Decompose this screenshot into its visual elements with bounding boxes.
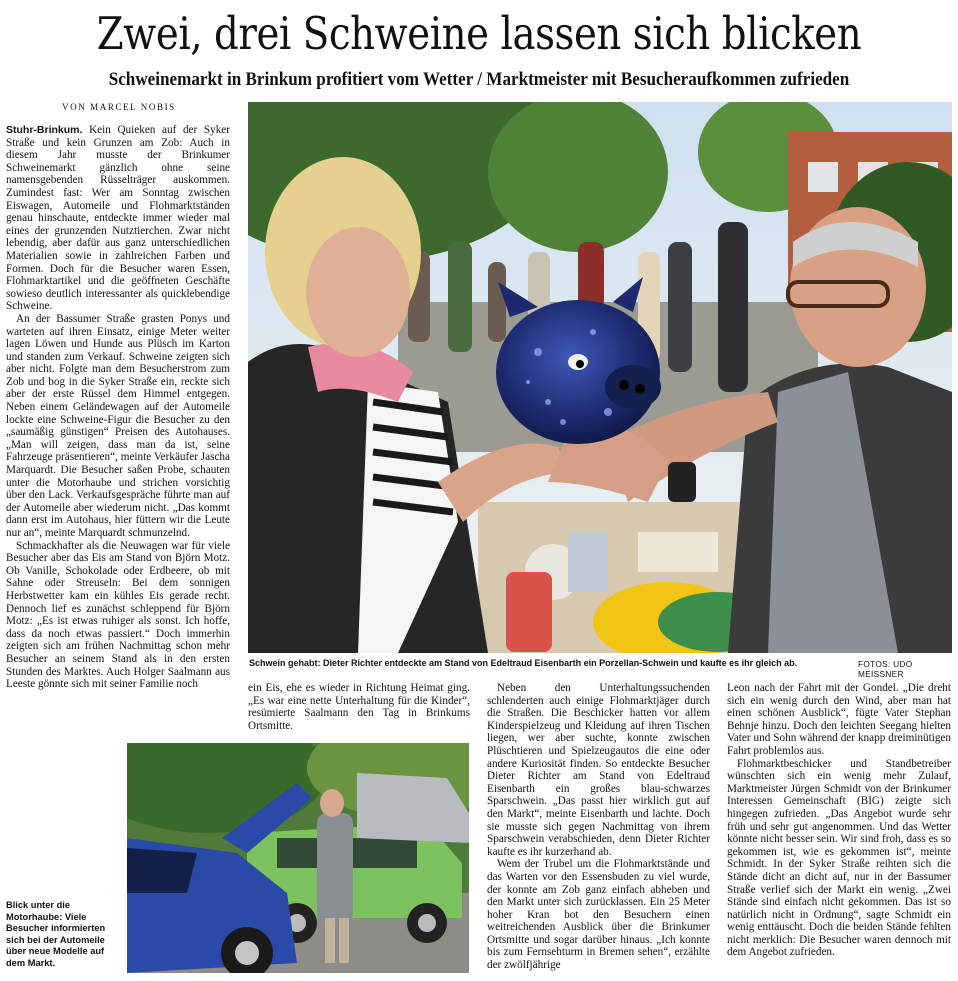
paragraph-8: Flohmarktbeschicker und Standbetreiber wünschten sich ein wenig mehr Zulauf, Marktmeister Jürgen Schmidt von der Brinkumer Interessen Gemeinschaft (BIG) zeigte sich hingegen zufrieden. „Das Angebot wurde sehr früh und sehr gut angenommen. Und das Wetter könnte nicht besser sein. Wir sind froh, dass es so gekommen ist, wie es gekommen ist“, meinte Schmidt. In der Syker Straße reihten sich die Stände dicht an dicht auf, nur in der Bassumer Straße verlief sich der Markt ein wenig. „Zwei Stände sind einfach nicht gekommen. Das ist so natürlich nicht in Ordnung“, sagte Schmidt ein wenig enttäuscht. Doch die beiden Stände fehlten nicht merklich: Die Besucher waren dennoch mit dem Angebot zufrieden. (727, 757, 951, 959)
car-photo-image (127, 743, 469, 973)
paragraph-7: Leon nach der Fahrt mit der Gondel. „Die dreht sich ein wenig durch den Wind, aber man hat einen schönen Ausblick“, fügte Vater Stephan Behnje hinzu. Doch den leichten Seegang hielten Vater und Sohn während der knapp dreiminütigen Fahrt problemlos aus. (727, 682, 951, 757)
headline: Zwei, drei Schweine lassen sich blicken (96, 7, 862, 60)
paragraph-3: Schmackhafter als die Neuwagen war für viele Besucher aber das Eis am Stand von Björn Motz. Ob Vanille, Schokolade oder Erdbeere, ob mit Sahne oder Streuseln: Bei dem sonnigen Herbstwetter kam ein kühles Eis gerade recht. Dennoch lief es zunächst schleppend für Björn Motz: „Es ist etwas ruhiger als sonst. Ich hoffe, dass da noch etwas passiert.“ Doch immerhin zeigten sich am frühen Nachmittag schon mehr Besucher an seinem Stand als in den ersten Stunden des Marktes. Auch Holger Saalmann aus Leeste gönnte sich mit seiner Familie noch (6, 539, 230, 691)
dateline: Stuhr-Brinkum. (6, 124, 83, 136)
photo-credit: FOTOS: UDO MEISSNER (858, 659, 913, 679)
article-column-2 (248, 682, 470, 732)
car-photo (127, 743, 469, 973)
paragraph-4: ein Eis, ehe es wieder in Richtung Heimat ging. „Es war eine nette Unterhaltung für die Kinder“, resümierte Saalmann den Tag in Brinkums Ortsmitte. (248, 682, 470, 732)
paragraph-1-text: Kein Quieken auf der Syker Straße und kein Grunzen am Zob: Auch in diesem Jahr musste der Brinkumer Schweinemarkt gänzlich ohne seine namensgebenden Rüsselträger auskommen. Zumindest fast: Wer am Sonntag zwischen Eiswagen, Automeile und Flohmarktständen genau hinschaute, entdeckte immer wieder mal eines der grunzenden Nutztierchen. Zwar nicht lebendig, aber dafür aus ganz unterschiedlichen Materialien sowie in zahlreichen Farben und Formen. Doch für die Besucher waren Essen, Flohmarktartikel und die geöffneten Geschäfte sowieso deutlich interessanter als quicklebendige Schweine. (6, 124, 230, 313)
main-photo-image (248, 102, 952, 653)
main-photo-caption: Schwein gehabt: Dieter Richter entdeckte am Stand von Edeltraud Eisenbarth ein Porzellan-Schwein und kaufte es ihr gleich ab. (249, 658, 798, 668)
byline: VON MARCEL NOBIS (62, 102, 176, 112)
article-column-4 (727, 682, 951, 959)
paragraph-1 (6, 124, 230, 313)
article-column-1 (6, 124, 230, 734)
main-photo (248, 102, 952, 653)
subheadline: Schweinemarkt in Brinkum profitiert vom Wetter / Marktmeister mit Besucheraufkommen zufrieden (108, 69, 850, 90)
paragraph-6: Wem der Trubel um die Flohmarktstände und das Warten vor den Essensbuden zu viel wurde, der konnte am Zob ganz einfach abheben und den Markt unter sich zurücklassen. Ein 25 Meter hoher Kran bot den Besuchern einen weitreichenden Ausblick über die Brinkumer Ortsmitte und sogar darüber hinaus. „Ich konnte bis zum Fernsehturm in Bremen sehen“, erzählte der zwölfjährige (487, 858, 710, 972)
article-column-3 (487, 682, 710, 972)
paragraph-2: An der Bassumer Straße grasten Ponys und warteten auf ihren Einsatz, einige Meter weiter lagen Löwen und Hunde aus Plüsch im Karton und standen zum Verkauf. Schweine zeigten sich aber nicht. Folgte man dem Besucherstrom zum Zob und bog in die Syker Straße ein, reckte sich aber der erste Rüssel dem Himmel entgegen. Neben einem Geländewagen auf der Automeile lockte eine Schweine-Figur die Besucher zu den „saumäßig günstigen“ Preisen des Autohauses. „Man will zeigen, dass man da ist, seine Fahrzeuge präsentieren“, meinte Verkäufer Jascha Marquardt. Die Besucher saßen Probe, schauten unter die Motorhaube und strichen vorsichtig über den Lack. Verkaufsgespräche führte man auf der Automeile aber wiederum nicht. „Das kommt dann erst im Autohaus, hier füttern wir die Leute nur an“, meinte Marquardt schmunzelnd. (6, 312, 230, 539)
paragraph-5: Neben den Unterhaltungssuchenden schlenderten auch einige Flohmarktjäger durch die Straßen. Die Beschicker hatten vor allem Kinderspielzeug und Kleidung auf ihren Tischen liegen, wer aber suchte, konnte zwischen Plüschtieren und Spielzeugautos die eine oder andere Kuriosität finden. So entdeckte Besucher Dieter Richter am Stand von Edeltraud Eisenbarth ein großes blau-schwarzes Sparschwein. „Das passt hier wirklich gut auf den Markt“, meinte Eisenbarth und lachte. Doch sie musste sich gegen Nachmittag von ihrem Sparschwein verabschieden, denn Dieter Richter kaufte es ihr kurzerhand ab. (487, 682, 710, 858)
car-photo-caption: Blick unter die Motorhaube: Viele Besucher informierten sich bei der Automeile über neue Modelle auf dem Markt. (6, 900, 106, 968)
